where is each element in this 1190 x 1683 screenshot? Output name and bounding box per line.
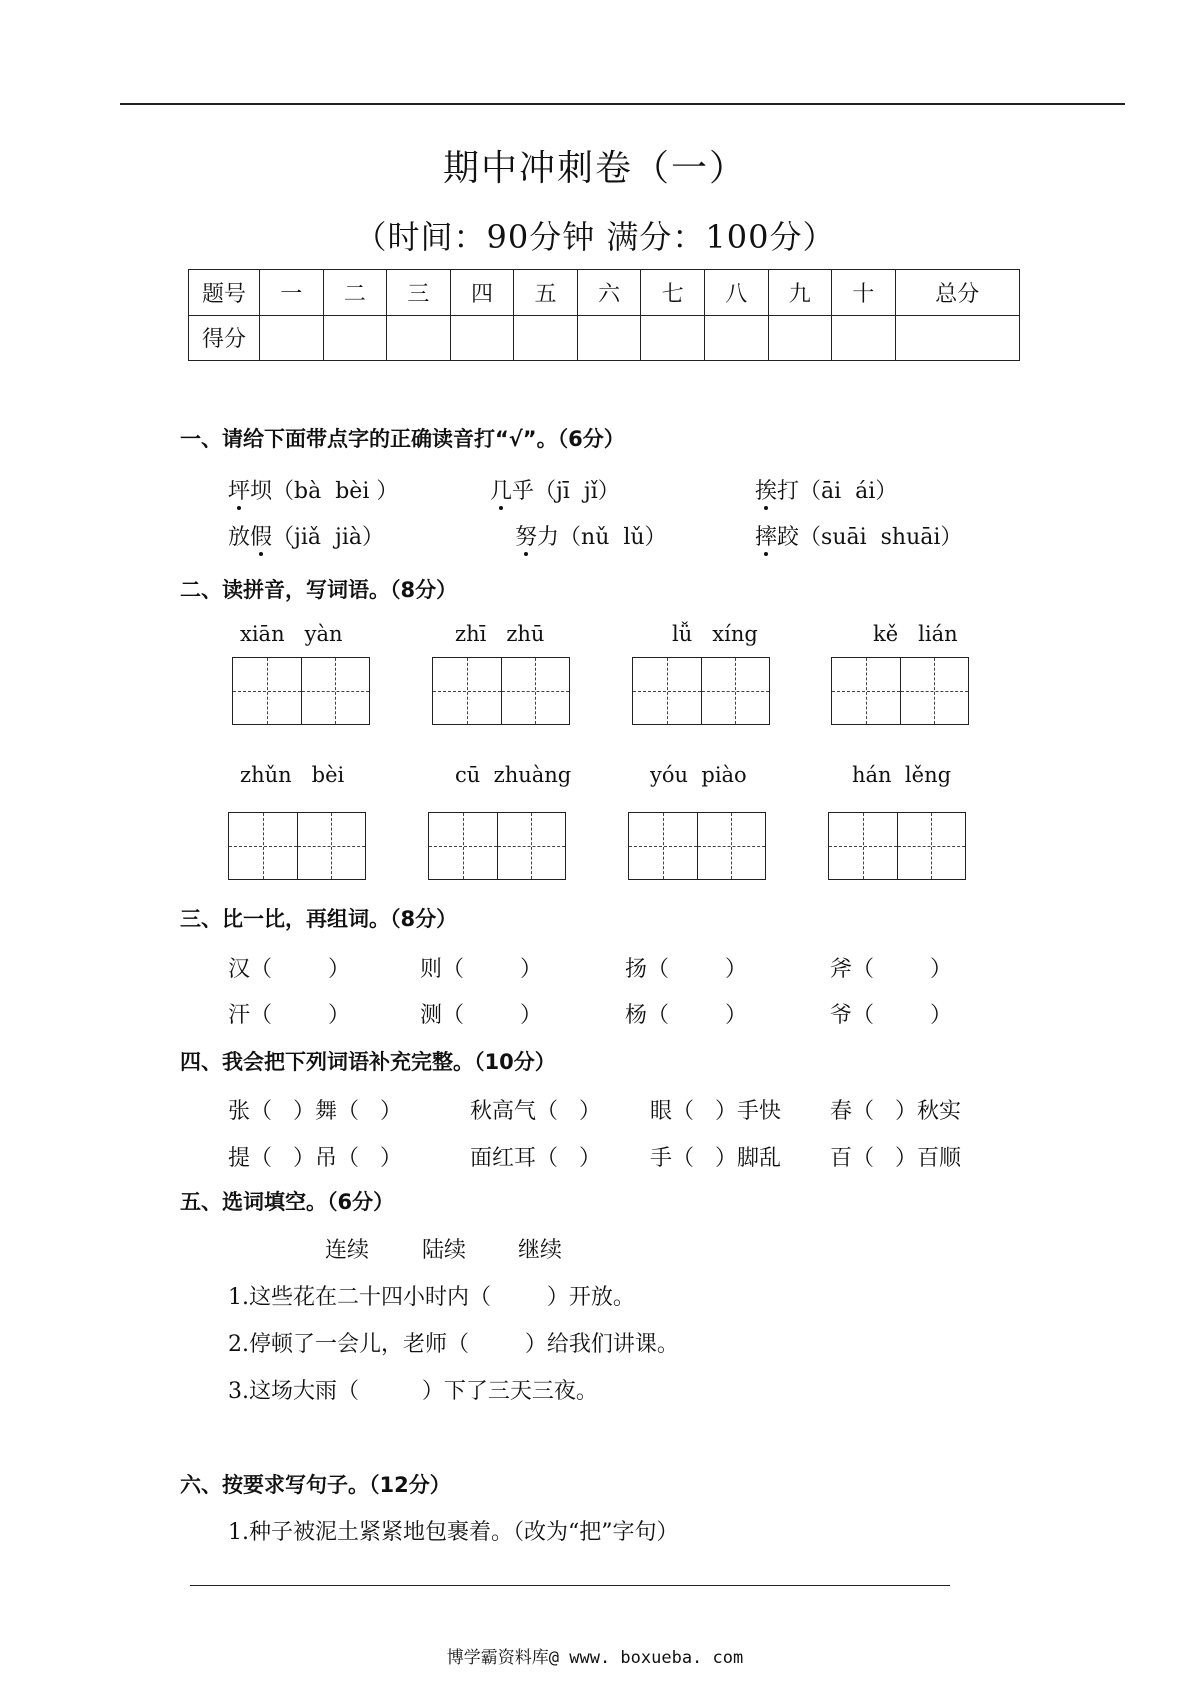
grid-cell[interactable] (633, 658, 701, 724)
score-cell[interactable] (641, 315, 705, 361)
sentence-question: 1.种子被泥土紧紧地包裹着。（改为“把”字句） (228, 1520, 679, 1545)
table-cell: 九 (768, 270, 832, 316)
pinyin-choice-item (228, 474, 398, 505)
pinyin-label: cū zhuàng (455, 763, 572, 787)
dotted-char: 坪 (228, 479, 251, 504)
writing-grid[interactable] (432, 657, 570, 725)
grid-cell[interactable] (900, 658, 969, 724)
score-cell[interactable] (260, 315, 324, 361)
grid-cell[interactable] (832, 658, 900, 724)
score-table-score-row (189, 315, 1020, 361)
dotted-char: 努 (515, 525, 538, 550)
word-choice: 连续 (325, 1238, 370, 1263)
pinyin-options[interactable]: （nǔ lǔ） (559, 525, 667, 550)
score-cell[interactable] (768, 315, 832, 361)
pinyin-options[interactable]: （āi ái） (799, 479, 898, 504)
dotted-char: 几 (490, 479, 513, 504)
answer-line[interactable] (190, 1585, 950, 1586)
pinyin-options[interactable]: （bà bèi ） (272, 479, 399, 504)
fill-question[interactable]: 1.这些花在二十四小时内（ ）开放。 (228, 1285, 635, 1310)
writing-grid[interactable] (628, 812, 766, 880)
table-cell: 总分 (895, 270, 1019, 316)
table-cell: 七 (641, 270, 705, 316)
pinyin-choice-item (228, 520, 384, 551)
word-char: 跤 (777, 525, 800, 550)
grid-cell[interactable] (701, 658, 770, 724)
pinyin-options[interactable]: （suāi shuāi） (799, 525, 963, 550)
pinyin-choice-item (515, 520, 667, 551)
compare-item[interactable]: 测（ ） (420, 1003, 542, 1028)
pinyin-choice-item (755, 520, 962, 551)
page-title: 期中冲刺卷（一） (442, 148, 747, 189)
grid-cell[interactable] (429, 813, 497, 879)
section-3-heading: 三、比一比，再组词。（8分） (180, 907, 458, 931)
pinyin-options[interactable]: （jiǎ jià） (272, 525, 384, 550)
score-table (188, 269, 1020, 361)
score-cell[interactable] (323, 315, 387, 361)
word-char: 放 (228, 525, 251, 550)
word-char: 打 (777, 479, 800, 504)
score-cell[interactable] (514, 315, 578, 361)
section-2-heading: 二、读拼音，写词语。（8分） (180, 578, 458, 602)
dotted-char: 假 (250, 525, 273, 550)
writing-grid[interactable] (828, 812, 966, 880)
score-cell[interactable] (832, 315, 896, 361)
grid-cell[interactable] (433, 658, 501, 724)
table-cell: 二 (323, 270, 387, 316)
section-6-heading: 六、按要求写句子。（12分） (180, 1473, 451, 1497)
page-subtitle: （时间：90分钟 满分：100分） (354, 218, 836, 256)
compare-item[interactable]: 汉（ ） (228, 957, 350, 982)
word-char: 乎 (512, 479, 535, 504)
top-rule (120, 103, 1125, 105)
idiom-item[interactable]: 提（ ）吊（ ） (228, 1146, 402, 1171)
grid-cell[interactable] (629, 813, 697, 879)
idiom-item[interactable]: 春（ ）秋实 (830, 1099, 961, 1124)
grid-cell[interactable] (233, 658, 301, 724)
table-cell: 四 (450, 270, 514, 316)
pinyin-options[interactable]: （jī jǐ） (534, 479, 620, 504)
compare-item[interactable]: 杨（ ） (625, 1003, 747, 1028)
score-cell[interactable] (895, 315, 1019, 361)
idiom-item[interactable]: 手（ ）脚乱 (650, 1146, 781, 1171)
table-cell: 一 (260, 270, 324, 316)
grid-cell[interactable] (829, 813, 897, 879)
word-char: 力 (537, 525, 560, 550)
writing-grid[interactable] (228, 812, 366, 880)
pinyin-label: kě lián (873, 622, 958, 646)
compare-item[interactable]: 汗（ ） (228, 1003, 350, 1028)
compare-item[interactable]: 斧（ ） (830, 957, 952, 982)
compare-item[interactable]: 则（ ） (420, 957, 542, 982)
section-4-heading: 四、我会把下列词语补充完整。（10分） (180, 1050, 556, 1074)
score-cell[interactable] (387, 315, 451, 361)
score-table-header-row (189, 270, 1020, 316)
pinyin-choice-item (755, 474, 897, 505)
pinyin-label: yóu piào (650, 763, 747, 787)
fill-question[interactable]: 2.停顿了一会儿，老师（ ）给我们讲课。 (228, 1332, 679, 1357)
idiom-item[interactable]: 张（ ）舞（ ） (228, 1099, 402, 1124)
fill-question[interactable]: 3.这场大雨（ ）下了三天三夜。 (228, 1379, 598, 1404)
table-cell: 得分 (189, 315, 260, 361)
grid-cell[interactable] (501, 658, 570, 724)
table-cell: 题号 (189, 270, 260, 316)
grid-cell[interactable] (697, 813, 766, 879)
idiom-item[interactable]: 秋高气（ ） (470, 1099, 601, 1124)
word-choice: 陆续 (422, 1238, 467, 1263)
table-cell: 十 (832, 270, 896, 316)
pinyin-label: zhǔn bèi (240, 763, 345, 787)
idiom-item[interactable]: 面红耳（ ） (470, 1146, 601, 1171)
idiom-item[interactable]: 眼（ ）手快 (650, 1099, 781, 1124)
writing-grid[interactable] (428, 812, 566, 880)
table-cell: 五 (514, 270, 578, 316)
grid-cell[interactable] (229, 813, 297, 879)
word-char: 坝 (250, 479, 273, 504)
grid-cell[interactable] (897, 813, 966, 879)
score-cell[interactable] (450, 315, 514, 361)
writing-grid[interactable] (232, 657, 370, 725)
score-cell[interactable] (577, 315, 641, 361)
idiom-item[interactable]: 百（ ）百顺 (830, 1146, 961, 1171)
section-1-heading: 一、请给下面带点字的正确读音打“√”。（6分） (180, 427, 625, 451)
pinyin-choice-item (490, 474, 620, 505)
score-cell[interactable] (704, 315, 768, 361)
writing-grid[interactable] (632, 657, 770, 725)
compare-item[interactable]: 爷（ ） (830, 1003, 952, 1028)
table-cell: 三 (387, 270, 451, 316)
table-cell: 六 (577, 270, 641, 316)
word-choice: 继续 (518, 1238, 563, 1263)
pinyin-label: zhī zhū (455, 622, 545, 646)
pinyin-label: lǚ xíng (672, 622, 758, 646)
pinyin-label: xiān yàn (240, 622, 343, 646)
grid-cell[interactable] (297, 813, 366, 879)
dotted-char: 挨 (755, 479, 778, 504)
grid-cell[interactable] (301, 658, 370, 724)
pinyin-label: hán lěng (852, 763, 952, 787)
writing-grid[interactable] (831, 657, 969, 725)
dotted-char: 摔 (755, 525, 778, 550)
footer-watermark: 博学霸资料库@ www. boxueba. com (446, 1648, 744, 1668)
compare-item[interactable]: 扬（ ） (625, 957, 747, 982)
section-5-heading: 五、选词填空。（6分） (180, 1190, 395, 1214)
table-cell: 八 (704, 270, 768, 316)
grid-cell[interactable] (497, 813, 566, 879)
